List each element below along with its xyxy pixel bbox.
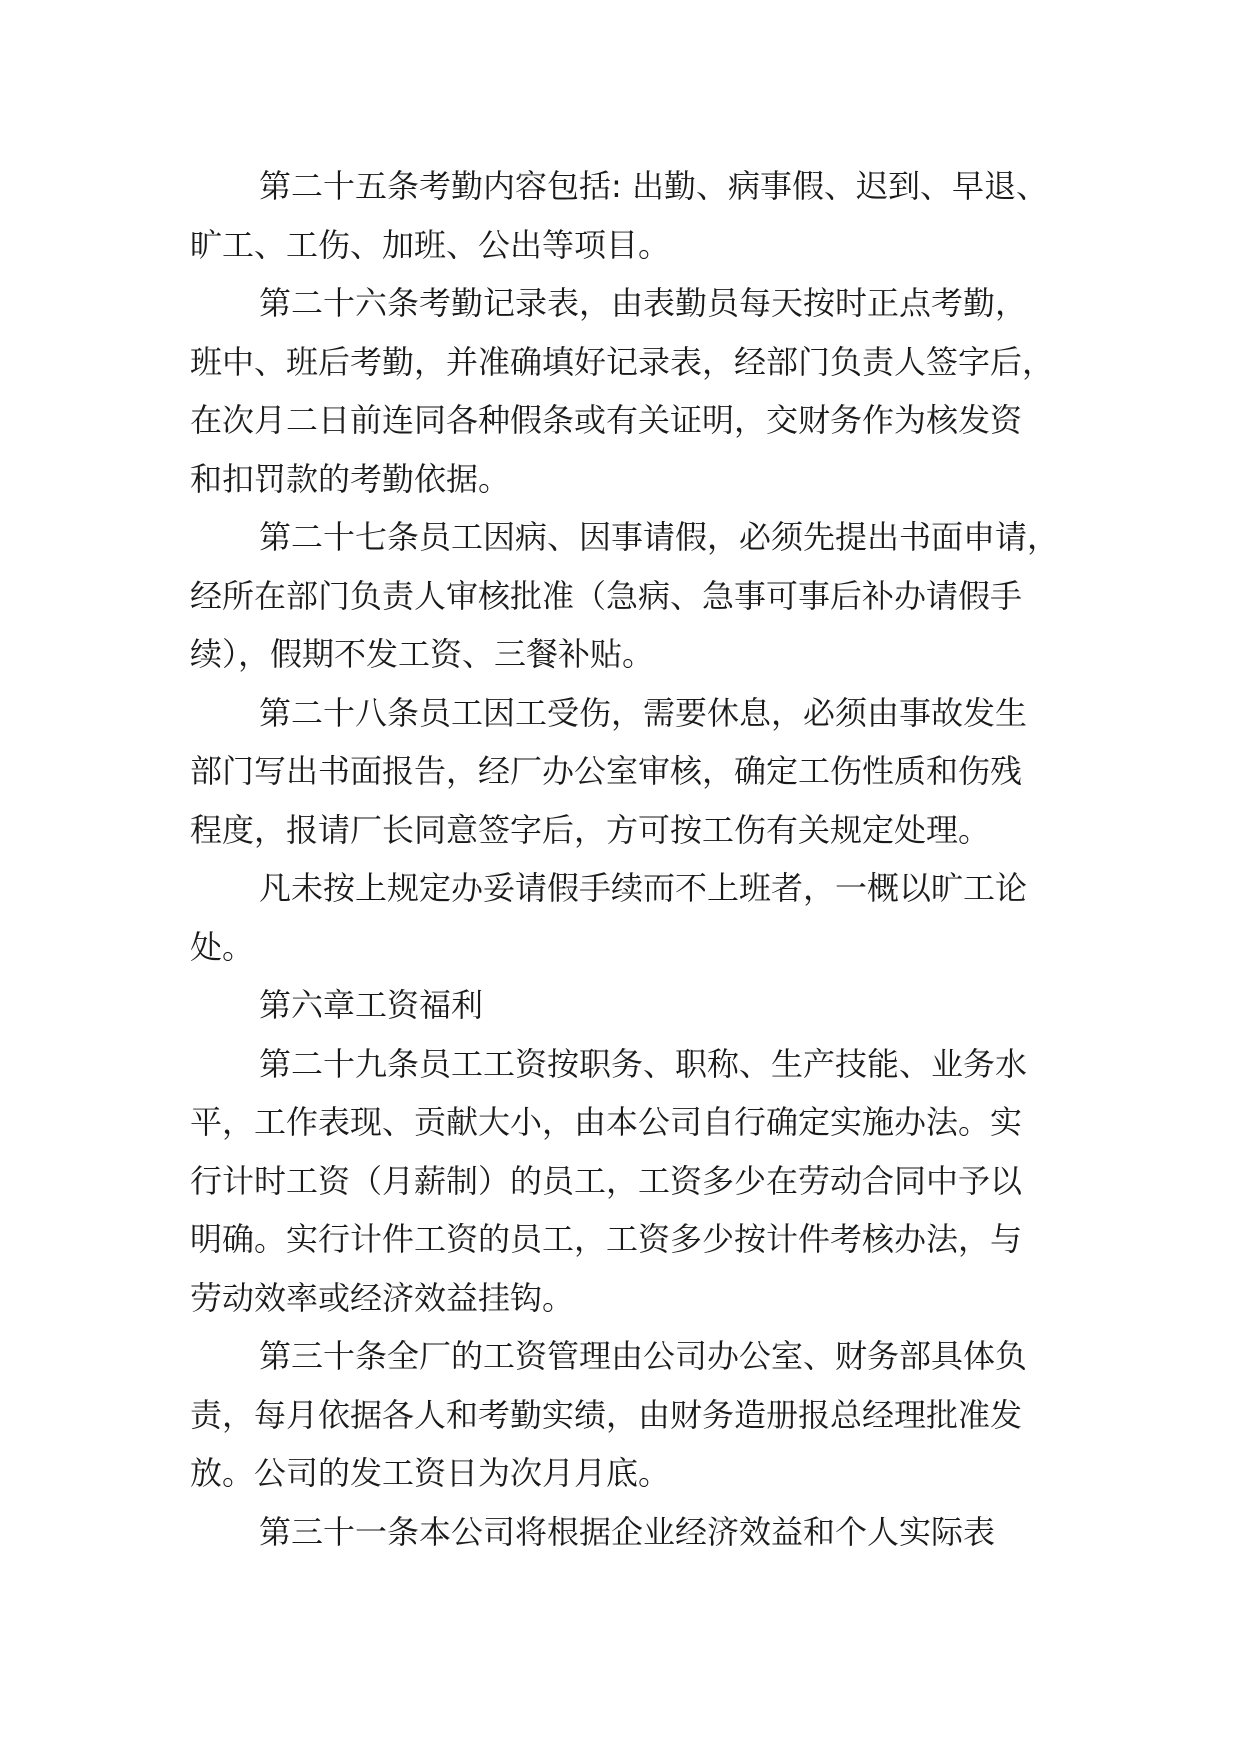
paragraph-line: 第三十一条本公司将根据企业经济效益和个人实际表 bbox=[259, 1513, 996, 1551]
paragraph-line: 第二十五条考勤内容包括: 出勤、病事假、迟到、早退、 bbox=[259, 167, 1048, 205]
paragraph-line: 旷工、工伤、加班、公出等项目。 bbox=[190, 226, 671, 264]
paragraph-line: 凡未按上规定办妥请假手续而不上班者，一概以旷工论 bbox=[259, 869, 1028, 907]
paragraph-line: 责，每月依据各人和考勤实绩，由财务造册报总经理批准发 bbox=[190, 1396, 1023, 1434]
paragraph-line: 程度，报请厂长同意签字后，方可按工伤有关规定处理。 bbox=[190, 811, 991, 849]
paragraph-line: 劳动效率或经济效益挂钩。 bbox=[190, 1279, 575, 1317]
paragraph-line: 班中、班后考勤，并准确填好记录表，经部门负责人签字后， bbox=[190, 343, 1055, 381]
paragraph-line: 第二十六条考勤记录表，由表勤员每天按时正点考勤， bbox=[259, 284, 1028, 322]
paragraph-line: 处。 bbox=[190, 928, 255, 966]
paragraph-line: 明确。实行计件工资的员工，工资多少按计件考核办法，与 bbox=[190, 1220, 1023, 1258]
paragraph-line: 平，工作表现、贡献大小，由本公司自行确定实施办法。实 bbox=[190, 1103, 1023, 1141]
paragraph-line: 和扣罚款的考勤依据。 bbox=[190, 460, 511, 498]
paragraph-line: 部门写出书面报告，经厂办公室审核，确定工伤性质和伤残 bbox=[190, 752, 1023, 790]
paragraph-line: 第二十九条员工工资按职务、职称、生产技能、业务水 bbox=[259, 1045, 1028, 1083]
paragraph-line: 续），假期不发工资、三餐补贴。 bbox=[190, 635, 655, 673]
paragraph-line: 经所在部门负责人审核批准（急病、急事可事后补办请假手 bbox=[190, 577, 1023, 615]
paragraph-line: 在次月二日前连同各种假条或有关证明，交财务作为核发资 bbox=[190, 401, 1023, 439]
chapter-heading: 第六章工资福利 bbox=[259, 986, 484, 1024]
paragraph-line: 行计时工资（月薪制）的员工，工资多少在劳动合同中予以 bbox=[190, 1162, 1023, 1200]
paragraph-line: 放。公司的发工资日为次月月底。 bbox=[190, 1454, 671, 1492]
paragraph-line: 第三十条全厂的工资管理由公司办公室、财务部具体负 bbox=[259, 1337, 1028, 1375]
paragraph-line: 第二十七条员工因病、因事请假，必须先提出书面申请， bbox=[259, 518, 1060, 556]
paragraph-line: 第二十八条员工因工受伤，需要休息，必须由事故发生 bbox=[259, 694, 1028, 732]
